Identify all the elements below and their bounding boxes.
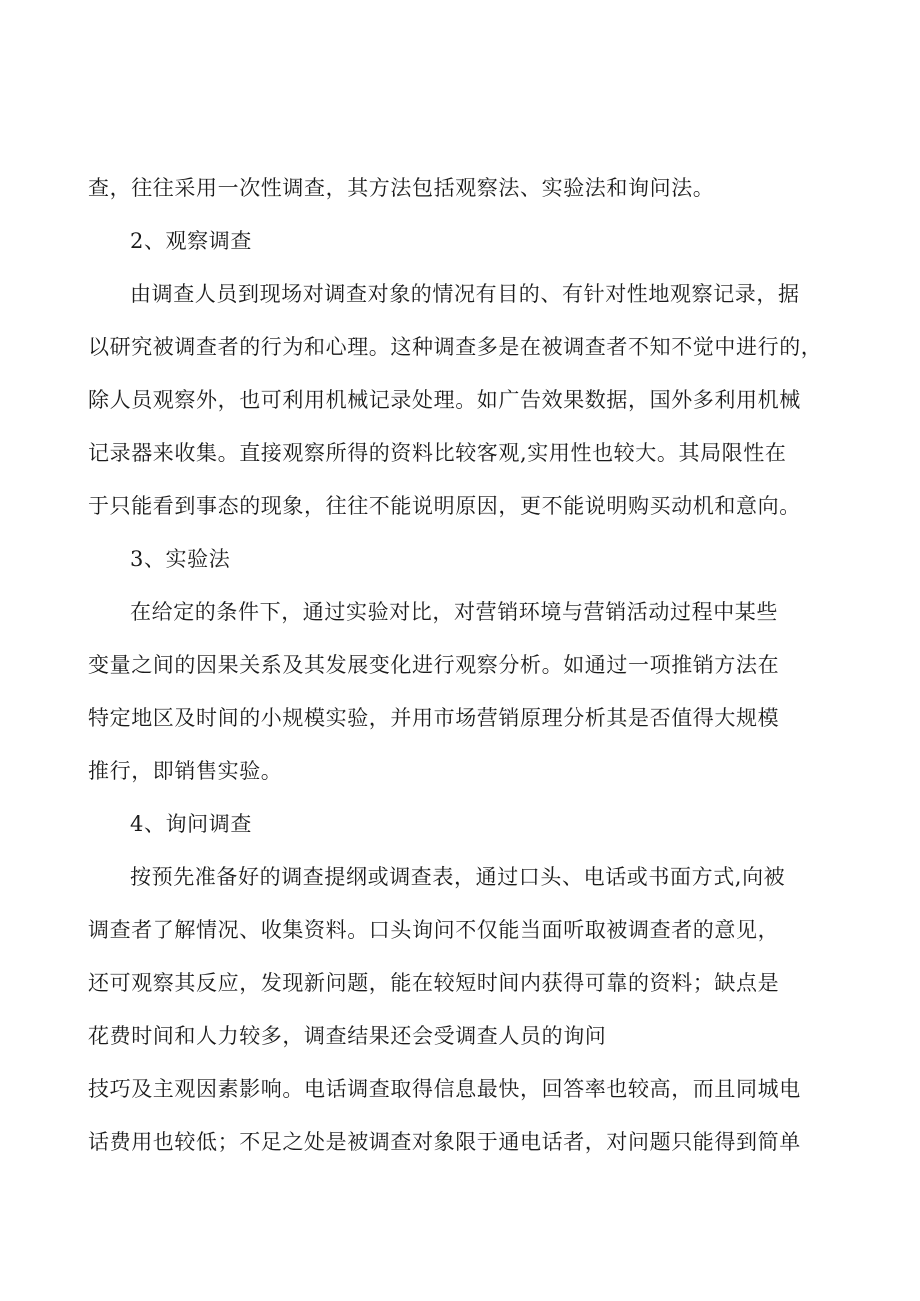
paragraph-line: 话费用也较低；不足之处是被调查对象限于通电话者，对问题只能得到简单 (88, 1130, 801, 1154)
paragraph-line: 还可观察其反应，发现新问题，能在较短时间内获得可靠的资料；缺点是 (88, 971, 780, 995)
paragraph-line: 变量之间的因果关系及其发展变化进行观察分析。如通过一项推销方法在 (88, 653, 780, 677)
paragraph-line: 按预先准备好的调查提纲或调查表，通过口头、电话或书面方式,向被 (130, 865, 786, 889)
paragraph-line: 查，往往采用一次性调查，其方法包括观察法、实验法和询问法。 (88, 176, 715, 200)
paragraph-line: 特定地区及时间的小规模实验，并用市场营销原理分析其是否值得大规模 (88, 706, 780, 730)
section-heading: 4、询问调查 (130, 812, 252, 836)
paragraph-line: 技巧及主观因素影响。电话调查取得信息最快，回答率也较高，而且同城电 (88, 1077, 801, 1101)
paragraph-line: 于只能看到事态的现象，往往不能说明原因，更不能说明购买动机和意向。 (88, 494, 801, 518)
paragraph-line: 记录器来收集。直接观察所得的资料比较客观,实用性也较大。其局限性在 (88, 441, 787, 465)
paragraph-line: 除人员观察外，也可利用机械记录处理。如广告效果数据，国外多利用机械 (88, 388, 801, 412)
section-heading: 3、实验法 (130, 547, 231, 571)
paragraph-line: 推行，即销售实验。 (88, 759, 283, 783)
paragraph-line: 在给定的条件下，通过实验对比，对营销环境与营销活动过程中某些 (130, 600, 778, 624)
section-heading: 2、观察调查 (130, 229, 252, 253)
paragraph-line: 由调查人员到现场对调查对象的情况有目的、有针对性地观察记录，据 (130, 282, 800, 306)
paragraph-line: 以研究被调查者的行为和心理。这种调查多是在被调查者不知不觉中进行的， (88, 335, 823, 359)
paragraph-line: 花费时间和人力较多，调查结果还会受调查人员的询问 (88, 1024, 607, 1048)
paragraph-line: 调查者了解情况、收集资料。口头询问不仅能当面听取被调查者的意见， (88, 918, 780, 942)
